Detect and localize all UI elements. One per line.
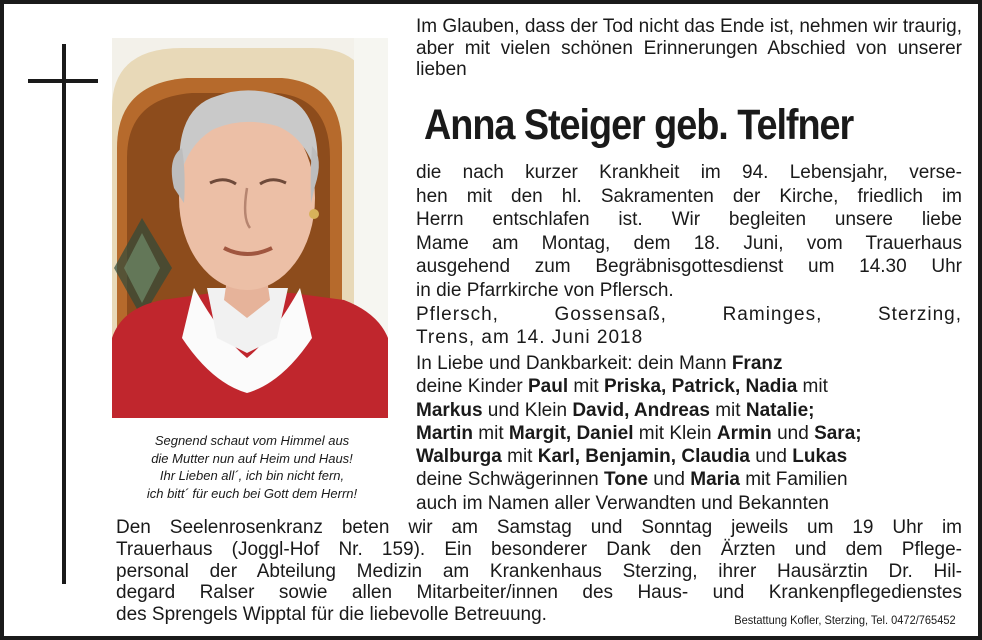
mourner-name: Armin — [716, 422, 772, 444]
text-segment: In Liebe und Dankbarkeit: dein Mann — [416, 353, 732, 374]
rosary-line: des Sprengels Wipptal für die liebevolle Betreuung. — [116, 604, 547, 626]
text-segment: und Klein — [482, 399, 573, 421]
mourner-name: Tone — [604, 469, 649, 491]
mourner-name: Markus — [416, 399, 483, 421]
announcement-line: die nach kurzer Krankheit im 94. Lebensjahr, verse- — [416, 162, 962, 183]
mourner-name: Paul — [527, 376, 569, 398]
places-line: Pflersch, Gossensaß, Raminges, Sterzing, — [416, 304, 962, 325]
places-and-date — [416, 303, 962, 349]
text-segment: mit Familien — [739, 469, 848, 491]
announcement-text — [416, 161, 962, 302]
rosary-line: personal der Abteilung Medizin am Krankenhaus Sterzing, ihrer Hausärztin Dr. Hil- — [116, 560, 962, 582]
text-segment: mit Klein — [633, 422, 717, 444]
mourner-name: Karl, Benjamin, Claudia — [537, 446, 750, 468]
deceased-name: Anna Steiger geb. Telfner — [424, 101, 854, 149]
rosary-line: Den Seelenrosenkranz beten wir am Samstag und Sonntag jeweils um 19 Uhr im — [116, 517, 962, 538]
text-segment: mit — [797, 376, 828, 398]
poem-line: Ihr Lieben all´, ich bin nicht fern, — [159, 468, 345, 483]
mourners-line — [416, 422, 962, 445]
mourner-name: Lukas — [792, 446, 848, 468]
mourner-name: Natalie; — [745, 399, 815, 421]
rosary-line: Trauerhaus (Joggl-Hof Nr. 159). Ein besonderer Dank den Ärzten und dem Pflege- — [116, 538, 962, 560]
mourners-line — [416, 468, 962, 491]
poem-line: ich bitt´ für euch bei Gott dem Herrn! — [146, 485, 358, 501]
announcement-line: Mame am Montag, dem 18. Juni, vom Trauerhaus — [416, 232, 962, 254]
mourners-line — [416, 352, 962, 375]
mourner-name: Martin — [416, 422, 473, 444]
intro-text: Im Glauben, dass der Tod nicht das Ende ist, nehmen wir traurig, aber mit vielen schönen Erinnerungen Abschied von unserer lieben — [416, 16, 962, 80]
cross-vertical-bar — [62, 44, 66, 584]
portrait-illustration — [112, 38, 388, 418]
announcement-line: ausgehend zum Begräbnisgottesdienst um 14.30 Uhr — [416, 256, 962, 277]
mourner-name: Walburga — [416, 446, 502, 468]
undertaker-contact: Bestattung Kofler, Sterzing, Tel. 0472/765452 — [734, 613, 956, 627]
mourners-list — [416, 352, 962, 515]
announcement-line: Herrn entschlafen ist. Wir begleiten unsere liebe — [416, 209, 962, 230]
memorial-poem — [112, 432, 392, 502]
text-segment: mit — [473, 422, 509, 444]
mourner-name: Margit, Daniel — [508, 422, 634, 444]
date-line: Trens, am 14. Juni 2018 — [416, 327, 644, 348]
poem-line: Segnend schaut vom Himmel aus — [154, 433, 350, 448]
mourner-name: Maria — [690, 469, 740, 491]
text-segment: deine Kinder — [416, 376, 528, 398]
poem-line: die Mutter nun auf Heim und Haus! — [151, 450, 353, 466]
mourner-name: Sara; — [814, 422, 862, 444]
mourners-line — [416, 375, 962, 398]
cross-horizontal-bar — [28, 79, 98, 83]
text-segment: und — [648, 469, 691, 491]
mourners-line — [416, 399, 962, 422]
announcement-line: in die Pfarrkirche von Pflersch. — [416, 279, 674, 301]
mourners-line — [416, 445, 962, 468]
text-segment: und — [771, 422, 815, 444]
announcement-line: hen mit den hl. Sakramenten der Kirche, friedlich im — [416, 185, 962, 207]
mourner-name: David, Andreas — [572, 399, 710, 421]
mourners-line: auch im Namen aller Verwandten und Bekannten — [416, 492, 829, 514]
text-segment: deine Schwägerinnen — [416, 469, 605, 491]
mourner-name: Franz — [731, 353, 783, 374]
mourner-name: Priska, Patrick, Nadia — [603, 376, 798, 398]
rosary-line: degard Ralser sowie allen Mitarbeiter/innen des Haus- und Krankenpflegedienstes — [116, 582, 962, 604]
portrait-photo — [112, 38, 388, 418]
text-segment: mit — [501, 446, 538, 468]
text-segment: mit — [709, 399, 746, 421]
text-segment: mit — [568, 376, 604, 398]
text-segment: und — [749, 446, 793, 468]
rosary-and-thanks — [116, 517, 962, 626]
